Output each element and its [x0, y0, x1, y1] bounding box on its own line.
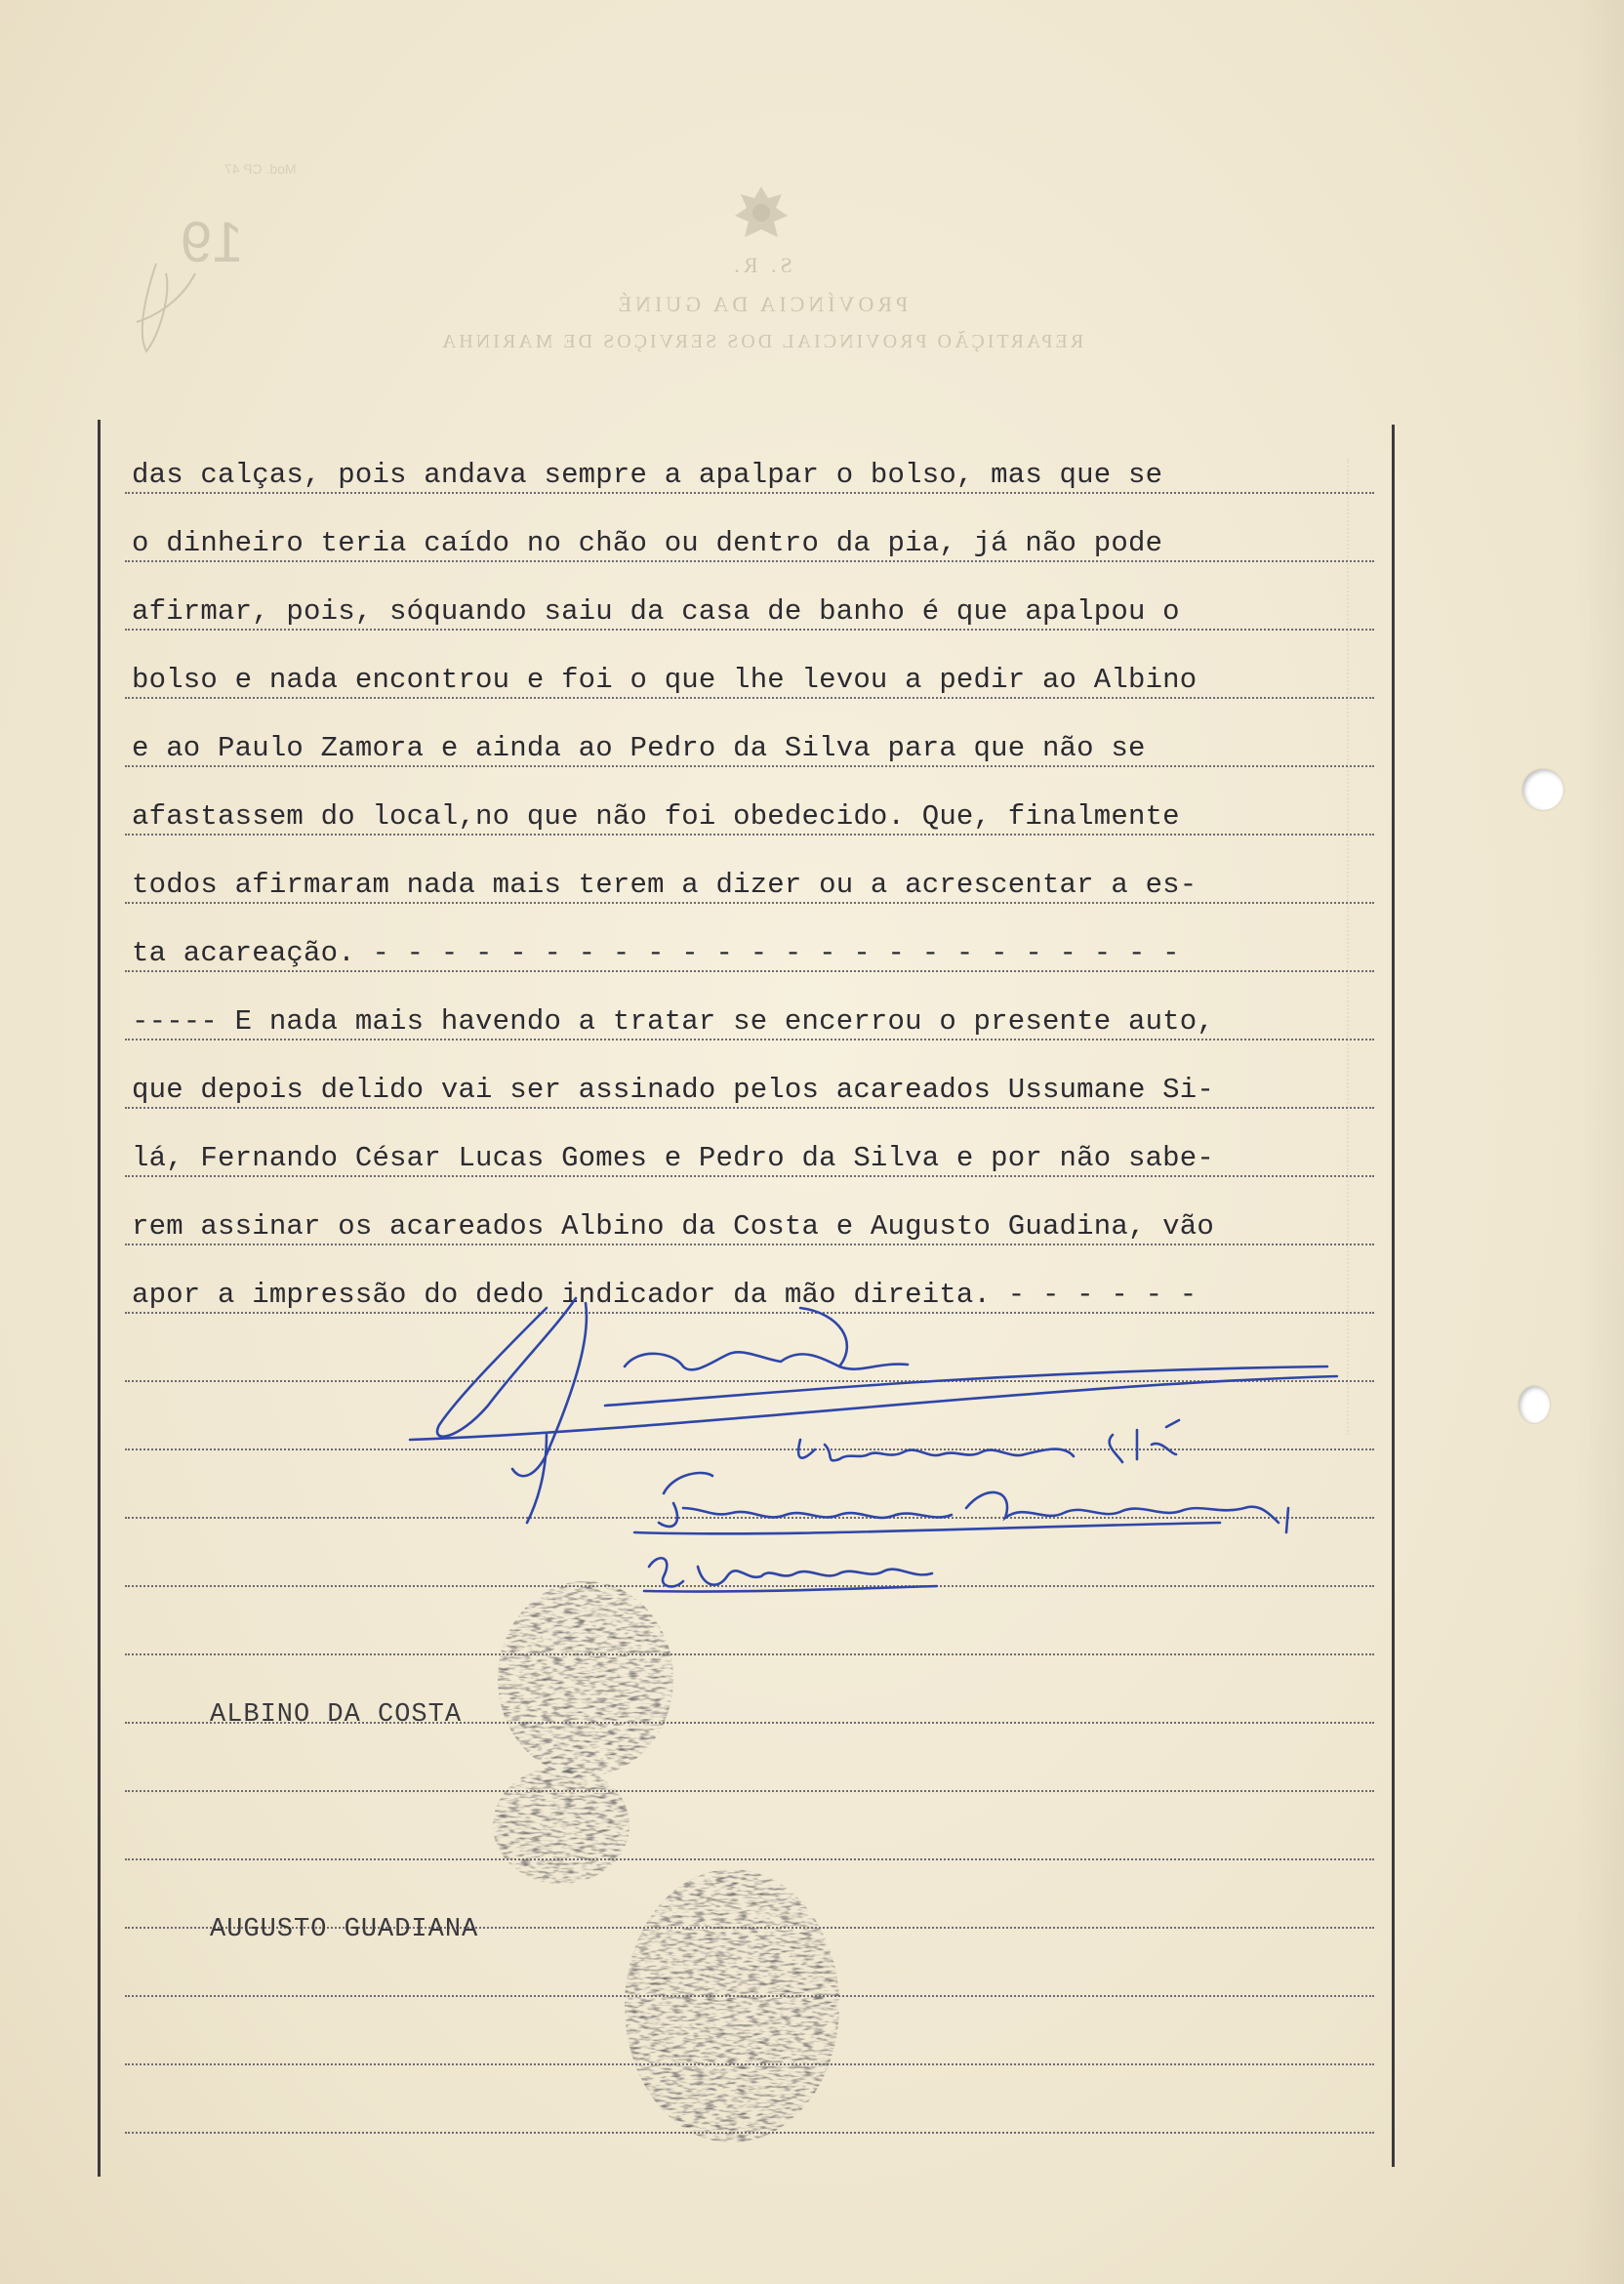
ruled-line [125, 1749, 1374, 1792]
ruled-line [125, 2022, 1374, 2065]
ruled-line [125, 1544, 1374, 1587]
punch-hole-top [1522, 769, 1563, 810]
punch-hole-bottom [1519, 1386, 1550, 1423]
body-line-9: ----- E nada mais havendo a tratar se encerrou o presente auto, [132, 1005, 1214, 1038]
bleed-letterhead [322, 181, 1200, 366]
body-line-10: que depois delido vai ser assinado pelos acareados Ussumane Si- [132, 1074, 1214, 1106]
name-albino-da-costa: ALBINO DA COSTA [210, 1700, 463, 1730]
right-margin-rule [1392, 425, 1395, 2167]
ruled-line [125, 1612, 1374, 1655]
name-augusto-guadiana: AUGUSTO GUADIANA [210, 1915, 479, 1944]
body-line-12: rem assinar os acareados Albino da Costa e Augusto Guadina, vão [132, 1210, 1214, 1243]
ruled-line [125, 1339, 1374, 1382]
bleed-page-number: 19 [181, 211, 244, 274]
body-line-7: todos afirmaram nada mais terem a dizer ou a acrescentar a es- [132, 869, 1198, 901]
body-line-6: afastassem do local,no que não foi obedecido. Que, finalmente [132, 800, 1180, 833]
body-line-1: das calças, pois andava sempre a apalpar o bolso, mas que se [132, 459, 1163, 491]
ruled-line [125, 1817, 1374, 1860]
bleed-line-1: S. R. [730, 253, 792, 277]
coat-of-arms-icon [717, 181, 805, 249]
bleed-line-3: REPARTIÇÃO PROVINCIAL DOS SERVIÇOS DE MARINHA [438, 331, 1084, 352]
body-line-8: ta acareação. - - - - - - - - - - - - - - - - - - - - - - - - [132, 937, 1180, 969]
body-line-4: bolso e nada encontrou e foi o que lhe levou a pedir ao Albino [132, 664, 1198, 696]
left-margin-rule [98, 420, 101, 2177]
body-line-5: e ao Paulo Zamora e ainda ao Pedro da Silva para que não se [132, 732, 1146, 764]
ruled-line [125, 1407, 1374, 1450]
body-line-2: o dinheiro teria caído no chão ou dentro da pia, já não pode [132, 527, 1163, 559]
page-edge-shadow [1575, 0, 1624, 2284]
body-line-3: afirmar, pois, sóquando saiu da casa de banho é que apalpou o [132, 595, 1180, 628]
ruled-line [125, 2091, 1374, 2134]
ruled-line [125, 1476, 1374, 1519]
bleed-mod-code: Mod. CP 47 [224, 161, 297, 177]
body-line-13: apor a impressão do dedo indicador da mão direita. - - - - - - [132, 1279, 1198, 1311]
bleed-line-2: PROVÍNCIA DA GUINÉ [614, 292, 909, 316]
body-line-11: lá, Fernando César Lucas Gomes e Pedro da Silva e por não sabe- [132, 1142, 1214, 1174]
ruled-line [125, 1954, 1374, 1997]
